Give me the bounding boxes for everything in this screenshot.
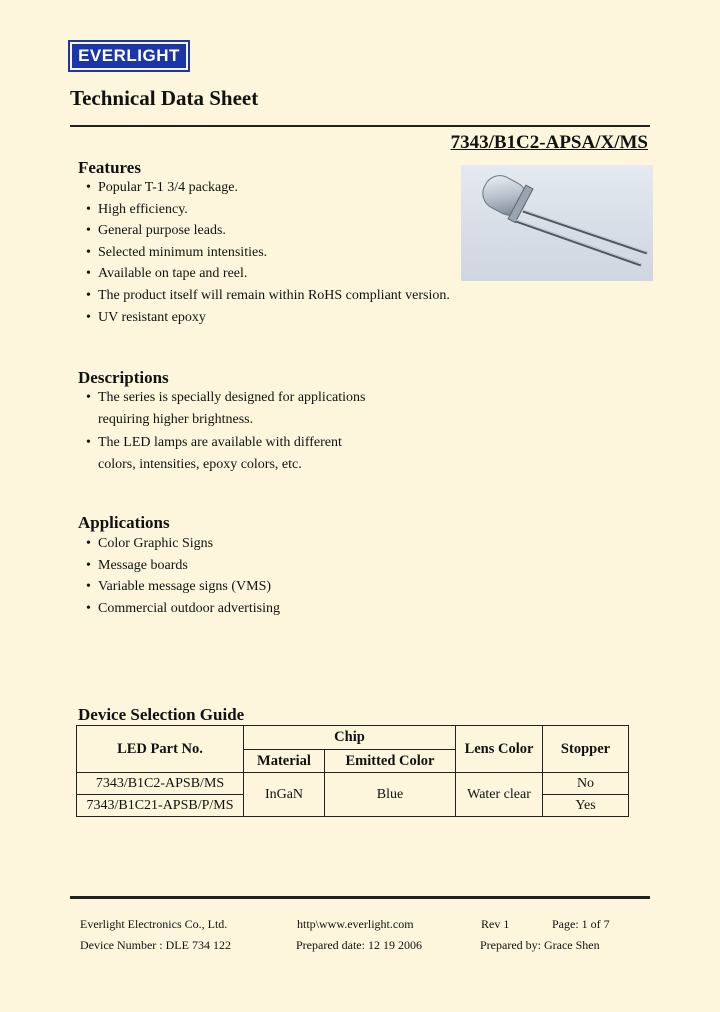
selection-heading: Device Selection Guide (78, 705, 245, 724)
list-item: • Popular T-1 3/4 package. (86, 180, 238, 195)
header-rule (70, 125, 650, 127)
header-stopper: Stopper (543, 726, 629, 773)
cell-part: 7343/B1C21-APSB/P/MS (77, 795, 244, 817)
applications-list (86, 533, 280, 619)
cell-material: InGaN (244, 773, 325, 817)
description-line: requiring higher brightness. (98, 412, 254, 428)
header-lens: Lens Color (456, 726, 543, 773)
list-item: • High efficiency. (86, 201, 188, 217)
led-lamp-illustration (461, 165, 653, 281)
cell-stopper: No (543, 773, 629, 795)
descriptions-text (86, 387, 365, 477)
descriptions-heading: Descriptions (78, 368, 169, 387)
page-title: Technical Data Sheet (70, 86, 259, 110)
cell-emitted: Blue (325, 773, 456, 817)
list-item: • Message boards (86, 557, 188, 573)
everlight-logo (68, 40, 190, 72)
device-selection-table (76, 725, 629, 817)
cell-stopper: Yes (543, 795, 629, 817)
applications-heading: Applications (78, 513, 170, 532)
footer-rule (70, 896, 650, 899)
description-line: • The LED lamps are available with different (86, 434, 342, 450)
logo-text: EVERLIGHT (72, 44, 186, 68)
header-chip: Chip (244, 726, 456, 750)
list-item: • Available on tape and reel. (86, 266, 248, 282)
list-item: • Selected minimum intensities. (86, 244, 268, 260)
list-item: • UV resistant epoxy (86, 309, 206, 325)
list-item: • The product itself will remain within RoHS compliant version. (86, 287, 450, 303)
header-material: Material (244, 750, 325, 773)
footer-prepared-date: Prepared date: 12 19 2006 (296, 938, 422, 952)
list-item: • Color Graphic Signs (86, 536, 214, 551)
description-line: • The series is specially designed for applications (86, 390, 366, 405)
footer-page: Page: 1 of 7 (552, 917, 610, 931)
cell-part: 7343/B1C2-APSB/MS (77, 773, 244, 795)
led-product-photo (461, 165, 653, 281)
part-number: 7343/B1C2-APSA/X/MS (450, 132, 648, 153)
features-list (86, 177, 450, 328)
list-item: • Commercial outdoor advertising (86, 600, 280, 616)
cell-lens: Water clear (456, 773, 543, 817)
features-heading: Features (78, 158, 141, 177)
footer-rev: Rev 1 (481, 917, 510, 931)
list-item: • Variable message signs (VMS) (86, 579, 272, 595)
footer-prepared-by: Prepared by: Grace Shen (480, 938, 600, 952)
header-part: LED Part No. (77, 726, 244, 773)
table-row (77, 773, 629, 795)
header-emitted: Emitted Color (325, 750, 456, 773)
description-line: colors, intensities, epoxy colors, etc. (98, 457, 302, 473)
footer-company: Everlight Electronics Co., Ltd. (80, 917, 228, 931)
list-item: • General purpose leads. (86, 223, 226, 239)
footer-device-number: Device Number : DLE 734 122 (80, 938, 231, 952)
footer-url[interactable]: http\www.everlight.com (297, 917, 414, 931)
